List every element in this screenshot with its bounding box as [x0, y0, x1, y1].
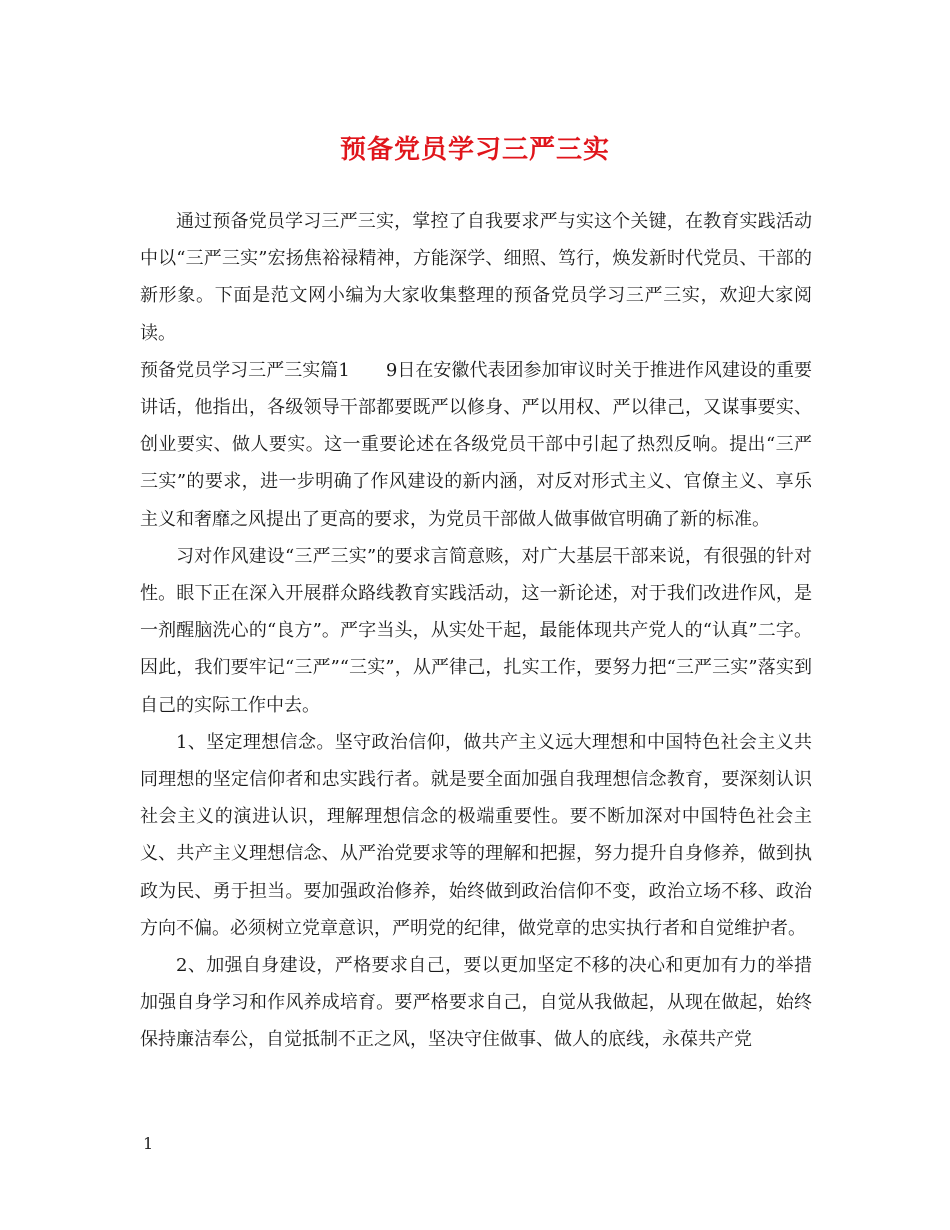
paragraph-point-2: 2、加强自身建设，严格要求自己，要以更加坚定不移的决心和更加有力的举措加强自身学习和作风养成培育。要严格要求自己，自觉从我做起，从现在做起，始终保持廉洁奉公，自觉抵制不正之风，坚决守住做事、做人的底线，永葆共产党 [140, 955, 812, 1051]
paragraph-point-1: 1、坚定理想信念。坚守政治信仰，做共产主义远大理想和中国特色社会主义共同理想的坚定信仰者和忠实践行者。就是要全面加强自我理想信念教育，要深刻认识社会主义的演进认识，理解理想信念的极端重要性。要不断加深对中国特色社会主义、共产主义理想信念、从严治党要求等的理解和把握，努力提升自身修养，做到执政为民、勇于担当。要加强政治修养，始终做到政治信仰不变，政治立场不移、政治方向不偏。必须树立党章意识，严明党的纪律，做党章的忠实执行者和自觉维护者。 [140, 731, 812, 939]
paragraph-section-1: 预备党员学习三严三实篇1 9日在安徽代表团参加审议时关于推进作风建设的重要讲话，他指出，各级领导干部都要既严以修身、严以用权、严以律己，又谋事要实、创业要实、做人要实。这一重要论述在各级党员干部中引起了热烈反响。提出“三严三实”的要求，进一步明确了作风建设的新内涵，对反对形式主义、官僚主义、享乐主义和奢靡之风提出了更高的要求，为党员干部做人做事做官明确了新的标准。 [140, 359, 812, 530]
page-number: 1 [143, 1134, 154, 1153]
paragraph-intro: 通过预备党员学习三严三实，掌控了自我要求严与实这个关键，在教育实践活动中以“三严三实”宏扬焦裕禄精神，方能深学、细照、笃行，焕发新时代党员、干部的新形象。下面是范文网小编为大家收集整理的预备党员学习三严三实，欢迎大家阅读。 [140, 211, 812, 344]
document-title: 预备党员学习三严三实 [339, 135, 610, 165]
document-body [140, 203, 812, 1059]
paragraph-requirements: 习对作风建设“三严三实”的要求言简意赅，对广大基层干部来说，有很强的针对性。眼下正在深入开展群众路线教育实践活动，这一新论述，对于我们改进作风，是一剂醒脑洗心的“良方”。严字当头，从实处干起，最能体现共产党人的“认真”二字。因此，我们要牢记“三严”“三实”，从严律己，扎实工作，要努力把“三严三实”落实到自己的实际工作中去。 [140, 545, 812, 716]
